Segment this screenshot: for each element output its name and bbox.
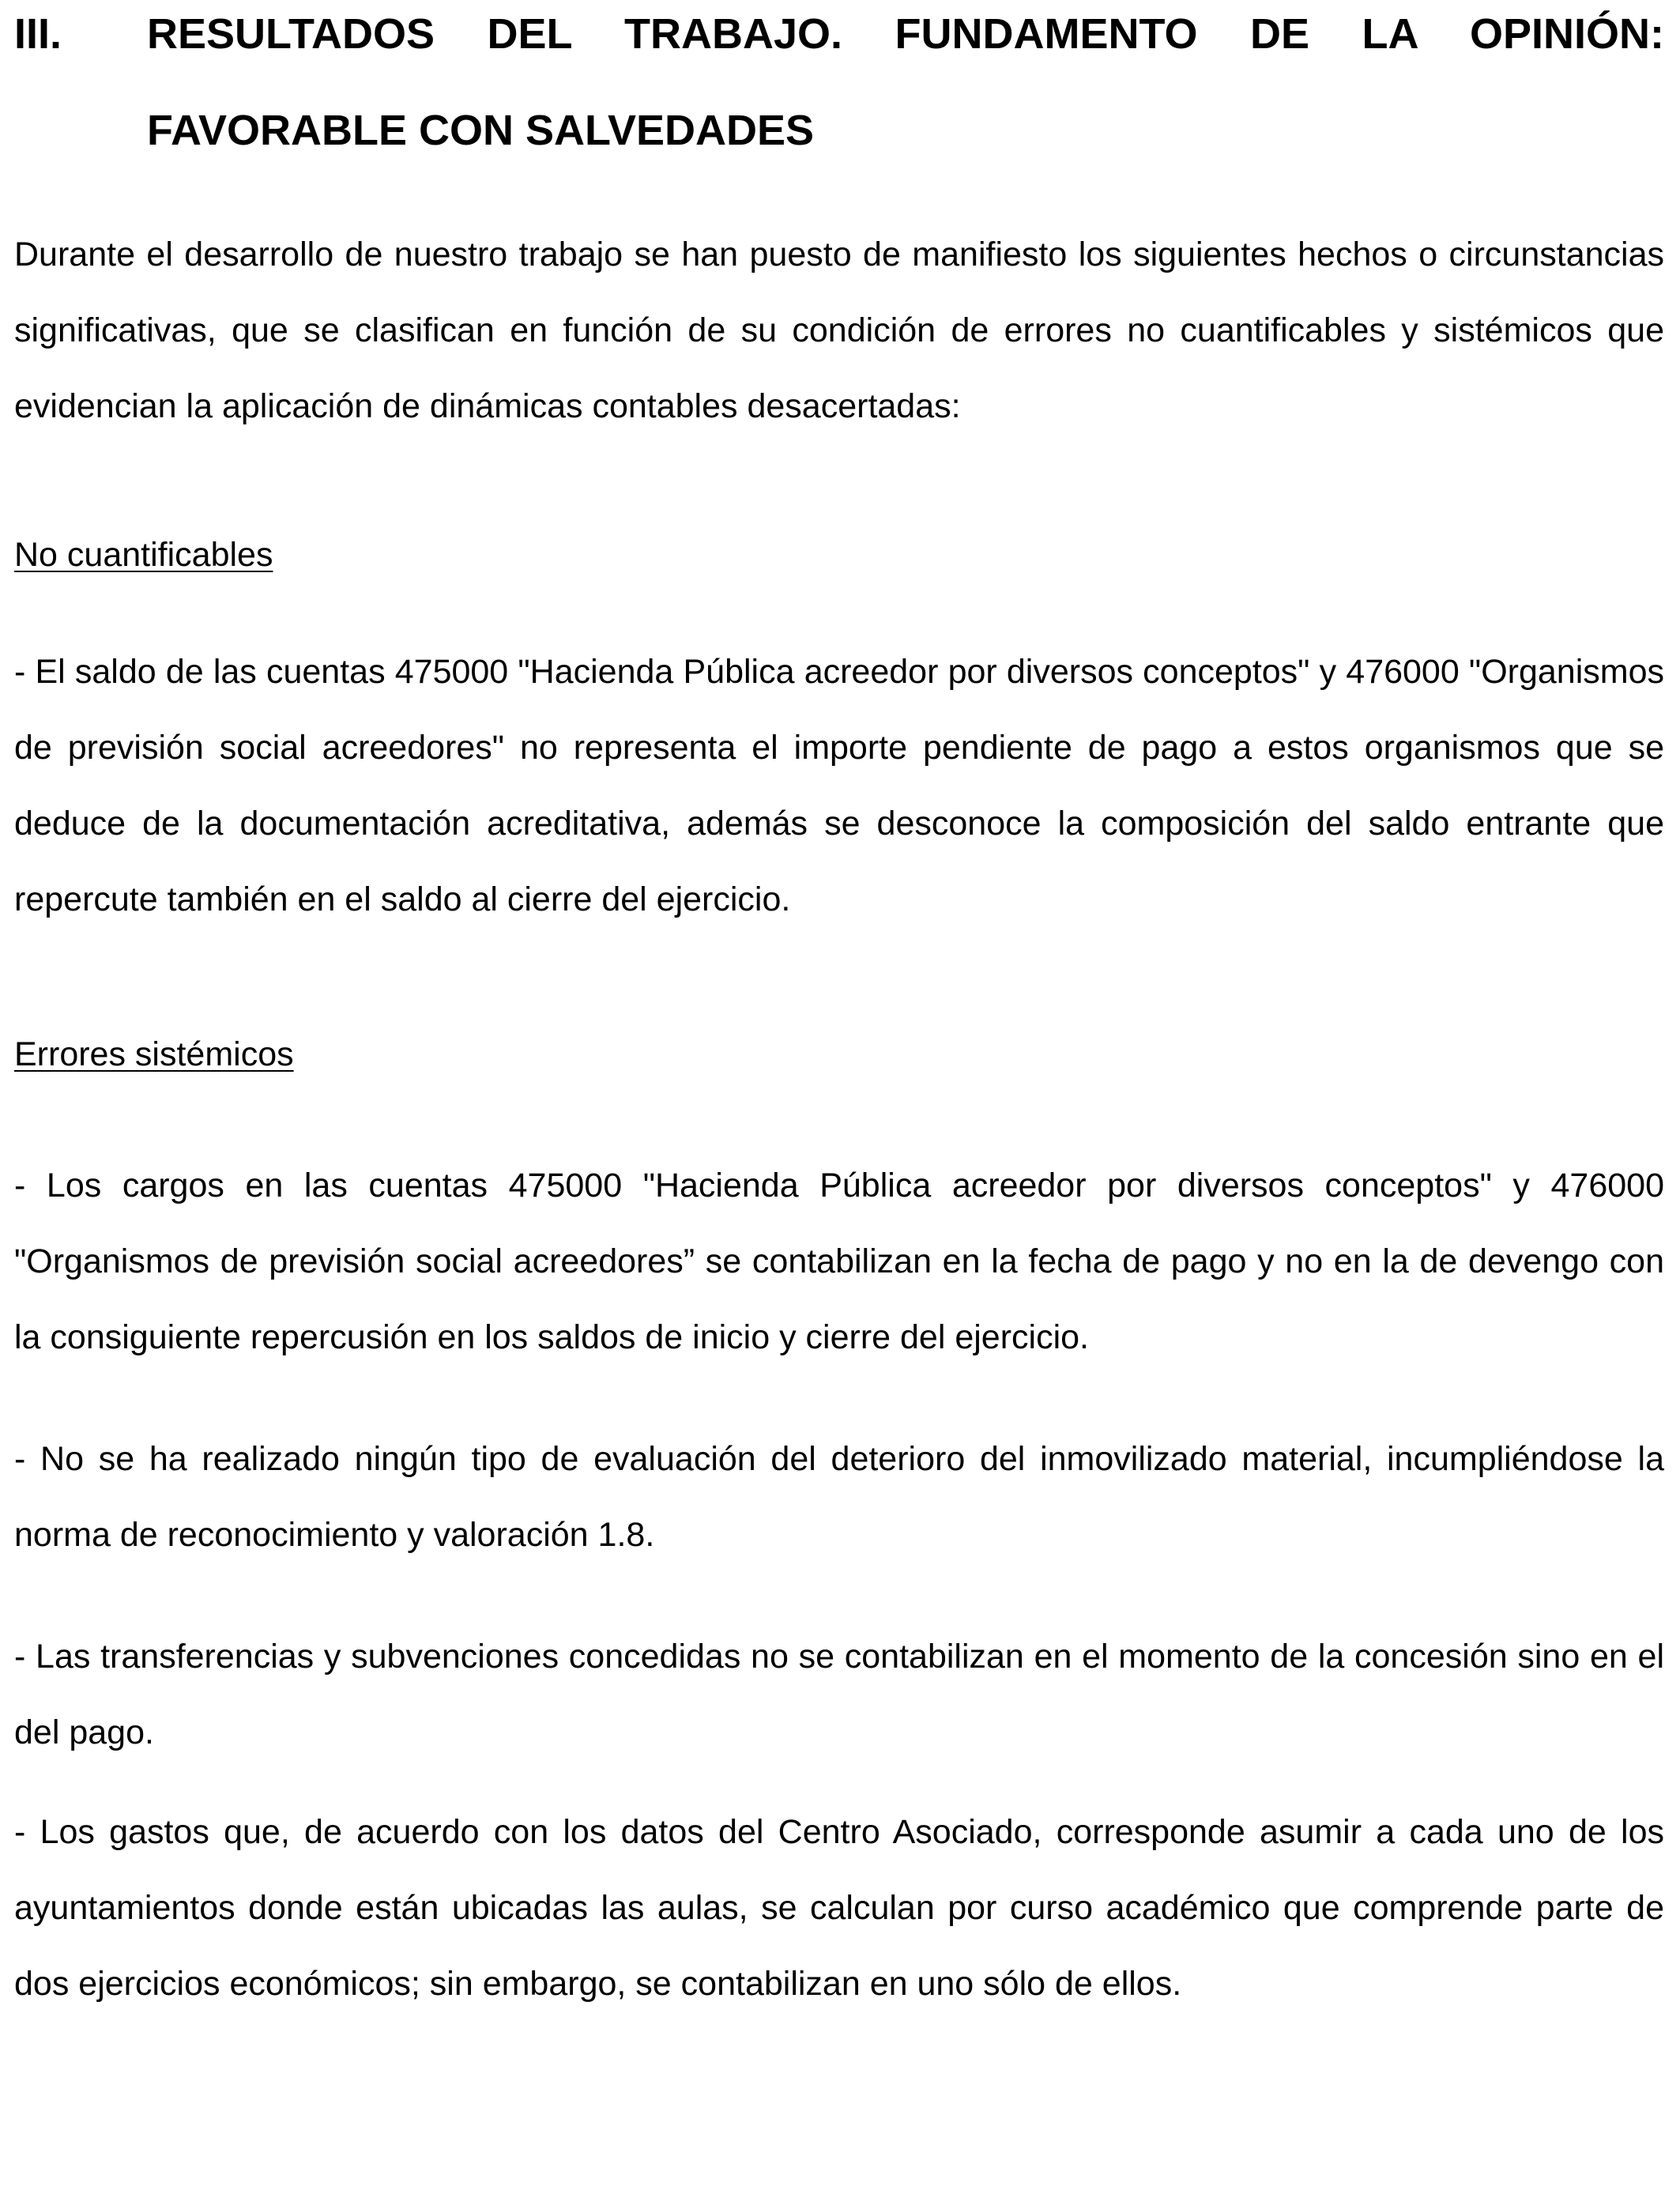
section-number: III. [14,10,62,58]
errores-sistemicos-item: - Los gastos que, de acuerdo con los datos del Centro Asociado, corresponde asumir a cada uno de los ayuntamientos donde están ubicadas las aulas, se calculan por curso académico que comprende parte de dos ejercicios económicos; sin embargo, se contabilizan en uno sólo de ellos. [14,1813,1664,2003]
errores-sistemicos-item: - Las transferencias y subvenciones concedidas no se contabilizan en el momento de la concesión sino en el del pago. [14,1638,1664,1751]
section-title-line-1: RESULTADOS DEL TRABAJO. FUNDAMENTO DE LA OPINIÓN: [147,10,1664,58]
subheading-errores-sistemicos: Errores sistémicos [14,1035,294,1073]
errores-sistemicos-item: - Los cargos en las cuentas 475000 "Hacienda Pública acreedor por diversos conceptos" y 476000 "Organismos de previsión social acreedores” se contabilizan en la fecha de pago y no en la de devengo con la consiguiente repercusión en los saldos de inicio y cierre del ejercicio. [14,1167,1664,1356]
section-title-line-2: FAVORABLE CON SALVEDADES [147,107,815,154]
no-cuantificables-item: - El saldo de las cuentas 475000 "Hacienda Pública acreedor por diversos conceptos" y 476000 "Organismos de previsión social acreedores" no representa el importe pendiente de pago a estos organismos que se deduce de la documentación acreditativa, además se desconoce la composición del saldo entrante que repercute también en el saldo al cierre del ejercicio. [14,653,1664,918]
errores-sistemicos-item: - No se ha realizado ningún tipo de evaluación del deterioro del inmovilizado material, incumpliéndose la norma de reconocimiento y valoración 1.8. [14,1440,1664,1554]
subheading-no-cuantificables: No cuantificables [14,536,273,574]
intro-paragraph: Durante el desarrollo de nuestro trabajo se han puesto de manifiesto los siguientes hechos o circunstancias significativas, que se clasifican en función de su condición de errores no cuantificables y sistémicos que evidencian la aplicación de dinámicas contables desacertadas: [14,236,1664,425]
section-heading [14,0,1664,73]
